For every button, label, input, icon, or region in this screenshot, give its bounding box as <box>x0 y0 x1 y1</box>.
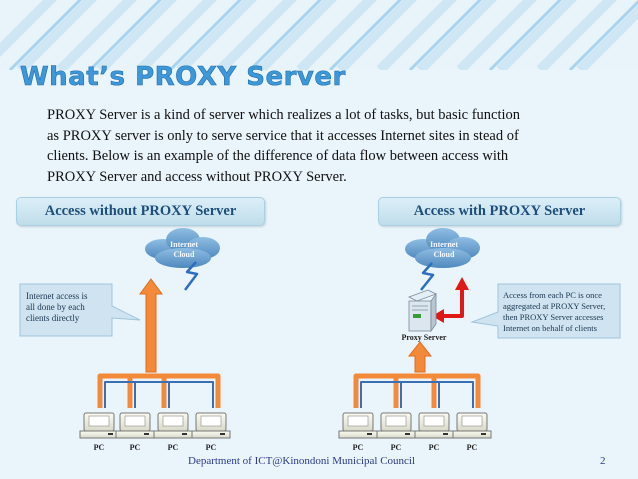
intro-line: PROXY Server and access without PROXY Server. <box>47 168 347 185</box>
proxy-to-internet-arrow-icon <box>443 288 462 316</box>
pc-icon <box>377 413 415 438</box>
callout-line: Access from each PC is once <box>503 290 602 300</box>
right-section-heading: Access with PROXY Server <box>378 197 621 226</box>
cloud-label-line: Internet <box>430 240 458 249</box>
upward-arrow-icon <box>409 342 431 372</box>
pc-label: PC <box>466 443 478 452</box>
proxy-server-label: Proxy Server <box>401 333 447 342</box>
arrow-head-icon <box>455 277 469 290</box>
pc-label: PC <box>352 443 364 452</box>
network-bus-right <box>356 376 478 408</box>
left-cloud-label <box>158 240 210 260</box>
page-title: What’s PROXY Server <box>20 62 346 92</box>
pc-icon <box>154 413 192 438</box>
pc-icon <box>80 413 118 438</box>
pc-icon <box>339 413 377 438</box>
callout-line: Internet access is <box>26 291 88 301</box>
callout-line: Internet on behalf of clients <box>503 323 597 333</box>
pc-label: PC <box>129 443 141 452</box>
pc-label: PC <box>167 443 179 452</box>
pc-label: PC <box>428 443 440 452</box>
pc-label: PC <box>205 443 217 452</box>
upward-arrow-icon <box>140 279 162 372</box>
callout-line: all done by each <box>26 302 85 312</box>
right-cloud-label <box>418 240 470 260</box>
footer-text: Department of ICT@Kinondoni Municipal Council <box>188 455 416 467</box>
pc-icon <box>453 413 491 438</box>
intro-line: clients. Below is an example of the difference of data flow between access with <box>47 148 509 164</box>
network-bus-left <box>100 376 218 408</box>
cloud-label-line: Cloud <box>433 250 455 259</box>
intro-line: as PROXY server is only to serve service that it accesses Internet sites in stead of <box>47 127 519 144</box>
callout-line: aggregated at PROXY Server, <box>503 301 606 311</box>
cloud-label-line: Cloud <box>173 250 195 259</box>
callout-line: then PROXY Server accesses <box>503 312 604 322</box>
right-callout-text <box>503 290 621 334</box>
intro-line: PROXY Server is a kind of server which realizes a lot of tasks, but basic function <box>47 107 521 123</box>
pc-label: PC <box>93 443 105 452</box>
left-section-heading: Access without PROXY Server <box>16 197 265 226</box>
pc-label: PC <box>390 443 402 452</box>
pc-icon <box>116 413 154 438</box>
cloud-label-line: Internet <box>170 240 198 249</box>
page-number: 2 <box>600 455 606 467</box>
left-callout-text <box>26 291 110 324</box>
pc-icon <box>415 413 453 438</box>
callout-line: clients directly <box>26 313 80 323</box>
pc-icon <box>192 413 230 438</box>
proxy-server-icon <box>409 290 436 331</box>
